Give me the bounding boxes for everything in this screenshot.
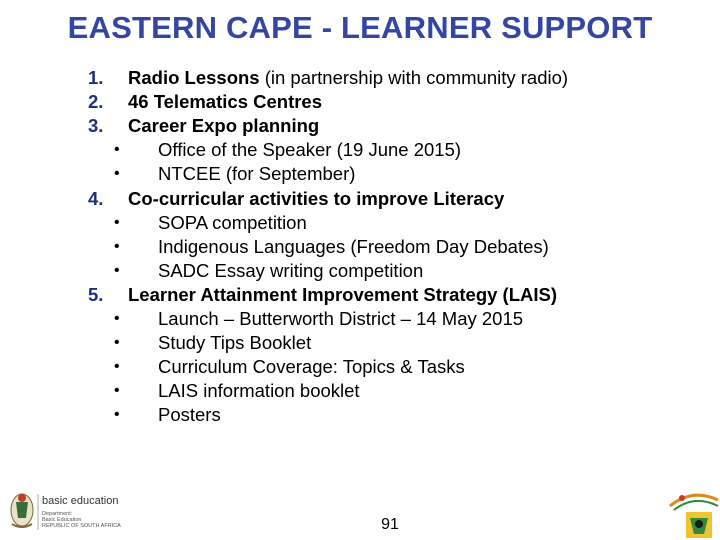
item-heading: Radio Lessons (128, 67, 260, 88)
coat-of-arms-icon (11, 494, 33, 527)
bullet-icon: • (114, 237, 120, 255)
sub-item-text: Posters (158, 404, 221, 426)
item-number: 3. (88, 115, 104, 137)
item-heading: 46 Telematics Centres (128, 91, 323, 113)
item-text (128, 283, 557, 307)
sub-item-text: LAIS information booklet (158, 380, 360, 402)
page-number: 91 (381, 516, 399, 533)
item-detail: (in partnership with community radio) (259, 67, 569, 88)
bullet-icon: • (114, 358, 120, 376)
bullet-icon: • (114, 406, 120, 424)
item-heading: Learner Attainment Improvement Strategy (LAIS) (128, 283, 558, 305)
bullet-icon: • (114, 382, 120, 400)
slide-title: EASTERN CAPE - LEARNER SUPPORT (67, 10, 653, 45)
basic-education-logo (4, 488, 122, 534)
item-text (128, 90, 322, 114)
sub-item-text: Curriculum Coverage: Topics & Tasks (158, 356, 465, 378)
bullet-icon: • (114, 310, 120, 327)
svg-text:REPUBLIC OF SOUTH AFRICA: REPUBLIC OF SOUTH AFRICA (42, 523, 121, 529)
bullet-icon: • (114, 334, 120, 352)
svg-text:Department:: Department: (42, 511, 73, 517)
sub-item-text: Launch – Butterworth District – 14 May 2015 (158, 308, 524, 329)
anniversary-logo (664, 484, 720, 540)
svg-text:Basic Education: Basic Education (42, 517, 82, 523)
item-heading: Career Expo planning (128, 115, 320, 137)
item-number: 5. (88, 283, 104, 305)
sub-item-text: Study Tips Booklet (158, 332, 312, 354)
item-number: 1. (88, 67, 104, 88)
sub-item-text: SADC Essay writing competition (158, 259, 424, 281)
item-number: 2. (88, 91, 104, 113)
logo-title: basic education (42, 495, 119, 507)
bullet-icon: • (114, 141, 120, 159)
sub-item-text: NTCEE (for September) (158, 163, 356, 185)
item-text (128, 66, 568, 90)
bullet-icon: • (114, 261, 120, 279)
bullet-icon: • (114, 213, 120, 231)
item-text (128, 187, 504, 211)
sub-item-text: SOPA competition (158, 211, 307, 233)
item-heading: Co-curricular activities to improve Literacy (128, 187, 505, 209)
item-text (128, 114, 319, 138)
sub-item-text: Office of the Speaker (19 June 2015) (158, 139, 462, 161)
sub-item-text: Indigenous Languages (Freedom Day Debates) (158, 235, 549, 257)
bullet-icon: • (114, 165, 120, 183)
item-number: 4. (88, 187, 104, 209)
